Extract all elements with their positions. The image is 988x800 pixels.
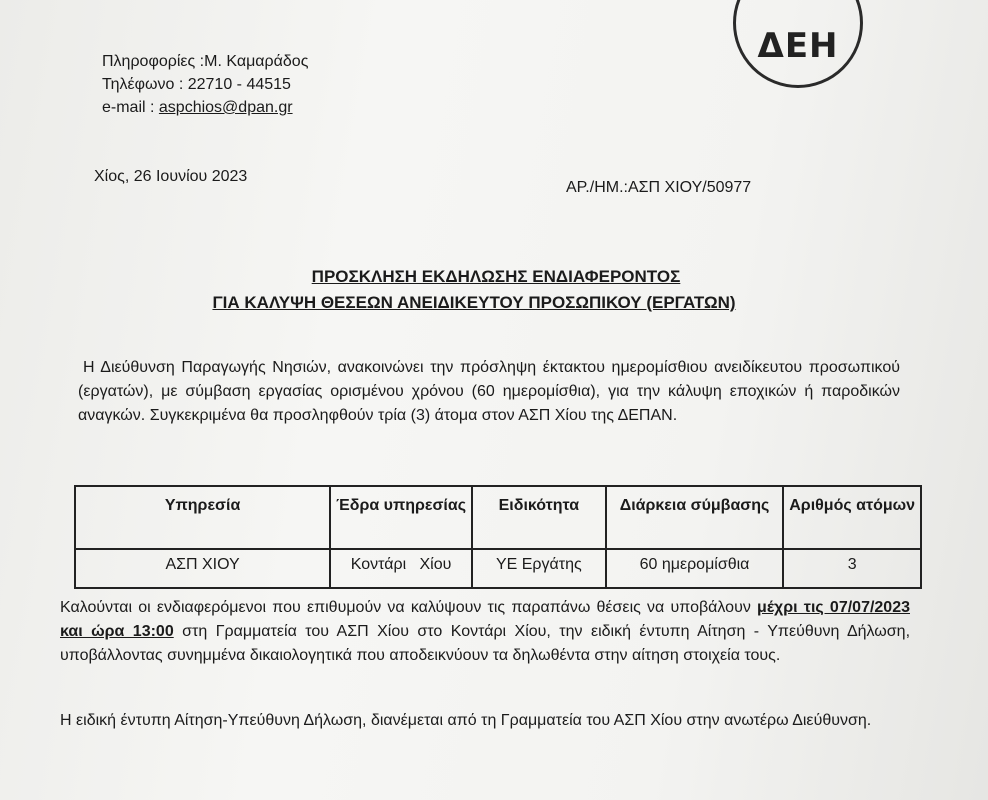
table-cell: ΥΕ Εργάτης: [472, 549, 606, 588]
table-row: [75, 549, 921, 588]
call-paragraph: [60, 596, 910, 668]
contact-email-line: [102, 96, 308, 119]
protocol-number: ΑΡ./ΗΜ.:ΑΣΠ ΧΙΟΥ/50977: [566, 179, 752, 196]
table-header-row: [75, 486, 921, 549]
email-label: e-mail :: [102, 99, 159, 116]
deadline-text: μέχρι τις 07/07/2023 και ώρα 13:00: [60, 599, 910, 640]
table-cell: Κοντάρι Χίου: [330, 549, 472, 588]
contact-block: [102, 50, 308, 119]
table-header: Έδρα υπηρεσίας: [330, 486, 472, 549]
table-cell: 60 ημερομίσθια: [606, 549, 784, 588]
positions-table: [74, 485, 922, 589]
table-header: Διάρκεια σύμβασης: [606, 486, 784, 549]
intro-paragraph: Η Διεύθυνση Παραγωγής Νησιών, ανακοινώνει την πρόσληψη έκτακτου ημερομίσθιου ανειδίκευτου προσωπικού (εργατών), με σύμβαση εργασίας ορισμένου χρόνου (60 ημερομίσθια), για την κάλυψη εποχικών ή παροδικών αναγκών. Συγκεκριμένα θα προσληφθούν τρία (3) άτομα στον ΑΣΠ Χίου της ΔΕΠΑΝ.: [78, 359, 900, 424]
table-header: Αριθμός ατόμων: [783, 486, 921, 549]
call-text-start: Καλούνται οι ενδιαφερόμενοι που επιθυμούν να καλύψουν τις παραπάνω θέσεις να υποβάλουν: [60, 599, 758, 616]
contact-info: Πληροφορίες :Μ. Καμαράδος: [102, 53, 309, 70]
place-date: Χίος, 26 Ιουνίου 2023: [94, 168, 248, 185]
table-cell: ΑΣΠ ΧΙΟΥ: [75, 549, 330, 588]
company-logo: [733, 0, 863, 88]
table-header: Ειδικότητα: [472, 486, 606, 549]
document-title-line-2: ΓΙΑ ΚΑΛΥΨΗ ΘΕΣΕΩΝ ΑΝΕΙΔΙΚΕΥΤΟΥ ΠΡΟΣΩΠΙΚΟΥ (ΕΡΓΑΤΩΝ): [212, 293, 736, 312]
email-link[interactable]: aspchios@dpan.gr: [158, 99, 293, 116]
table-header: Υπηρεσία: [75, 486, 330, 549]
contact-phone: Τηλέφωνο : 22710 - 44515: [102, 76, 291, 93]
distribution-paragraph: Η ειδική έντυπη Αίτηση-Υπεύθυνη Δήλωση, διανέμεται από τη Γραμματεία του ΑΣΠ Χίου στην ανωτέρω Διεύθυνση.: [60, 712, 872, 729]
logo-text: ΔΕΗ: [757, 26, 839, 66]
document-title-line-1: ΠΡΟΣΚΛΗΣΗ ΕΚΔΗΛΩΣΗΣ ΕΝΔΙΑΦΕΡΟΝΤΟΣ: [311, 267, 681, 286]
table-cell: 3: [783, 549, 921, 588]
call-text-end: στη Γραμματεία του ΑΣΠ Χίου στο Κοντάρι Χίου, την ειδική έντυπη Αίτηση - Υπεύθυνη Δήλωση, υποβάλλοντας συνημμένα δικαιολογητικά που αποδεικνύουν τα δηλωθέντα στην αίτηση στοιχεία τους.: [60, 623, 911, 664]
